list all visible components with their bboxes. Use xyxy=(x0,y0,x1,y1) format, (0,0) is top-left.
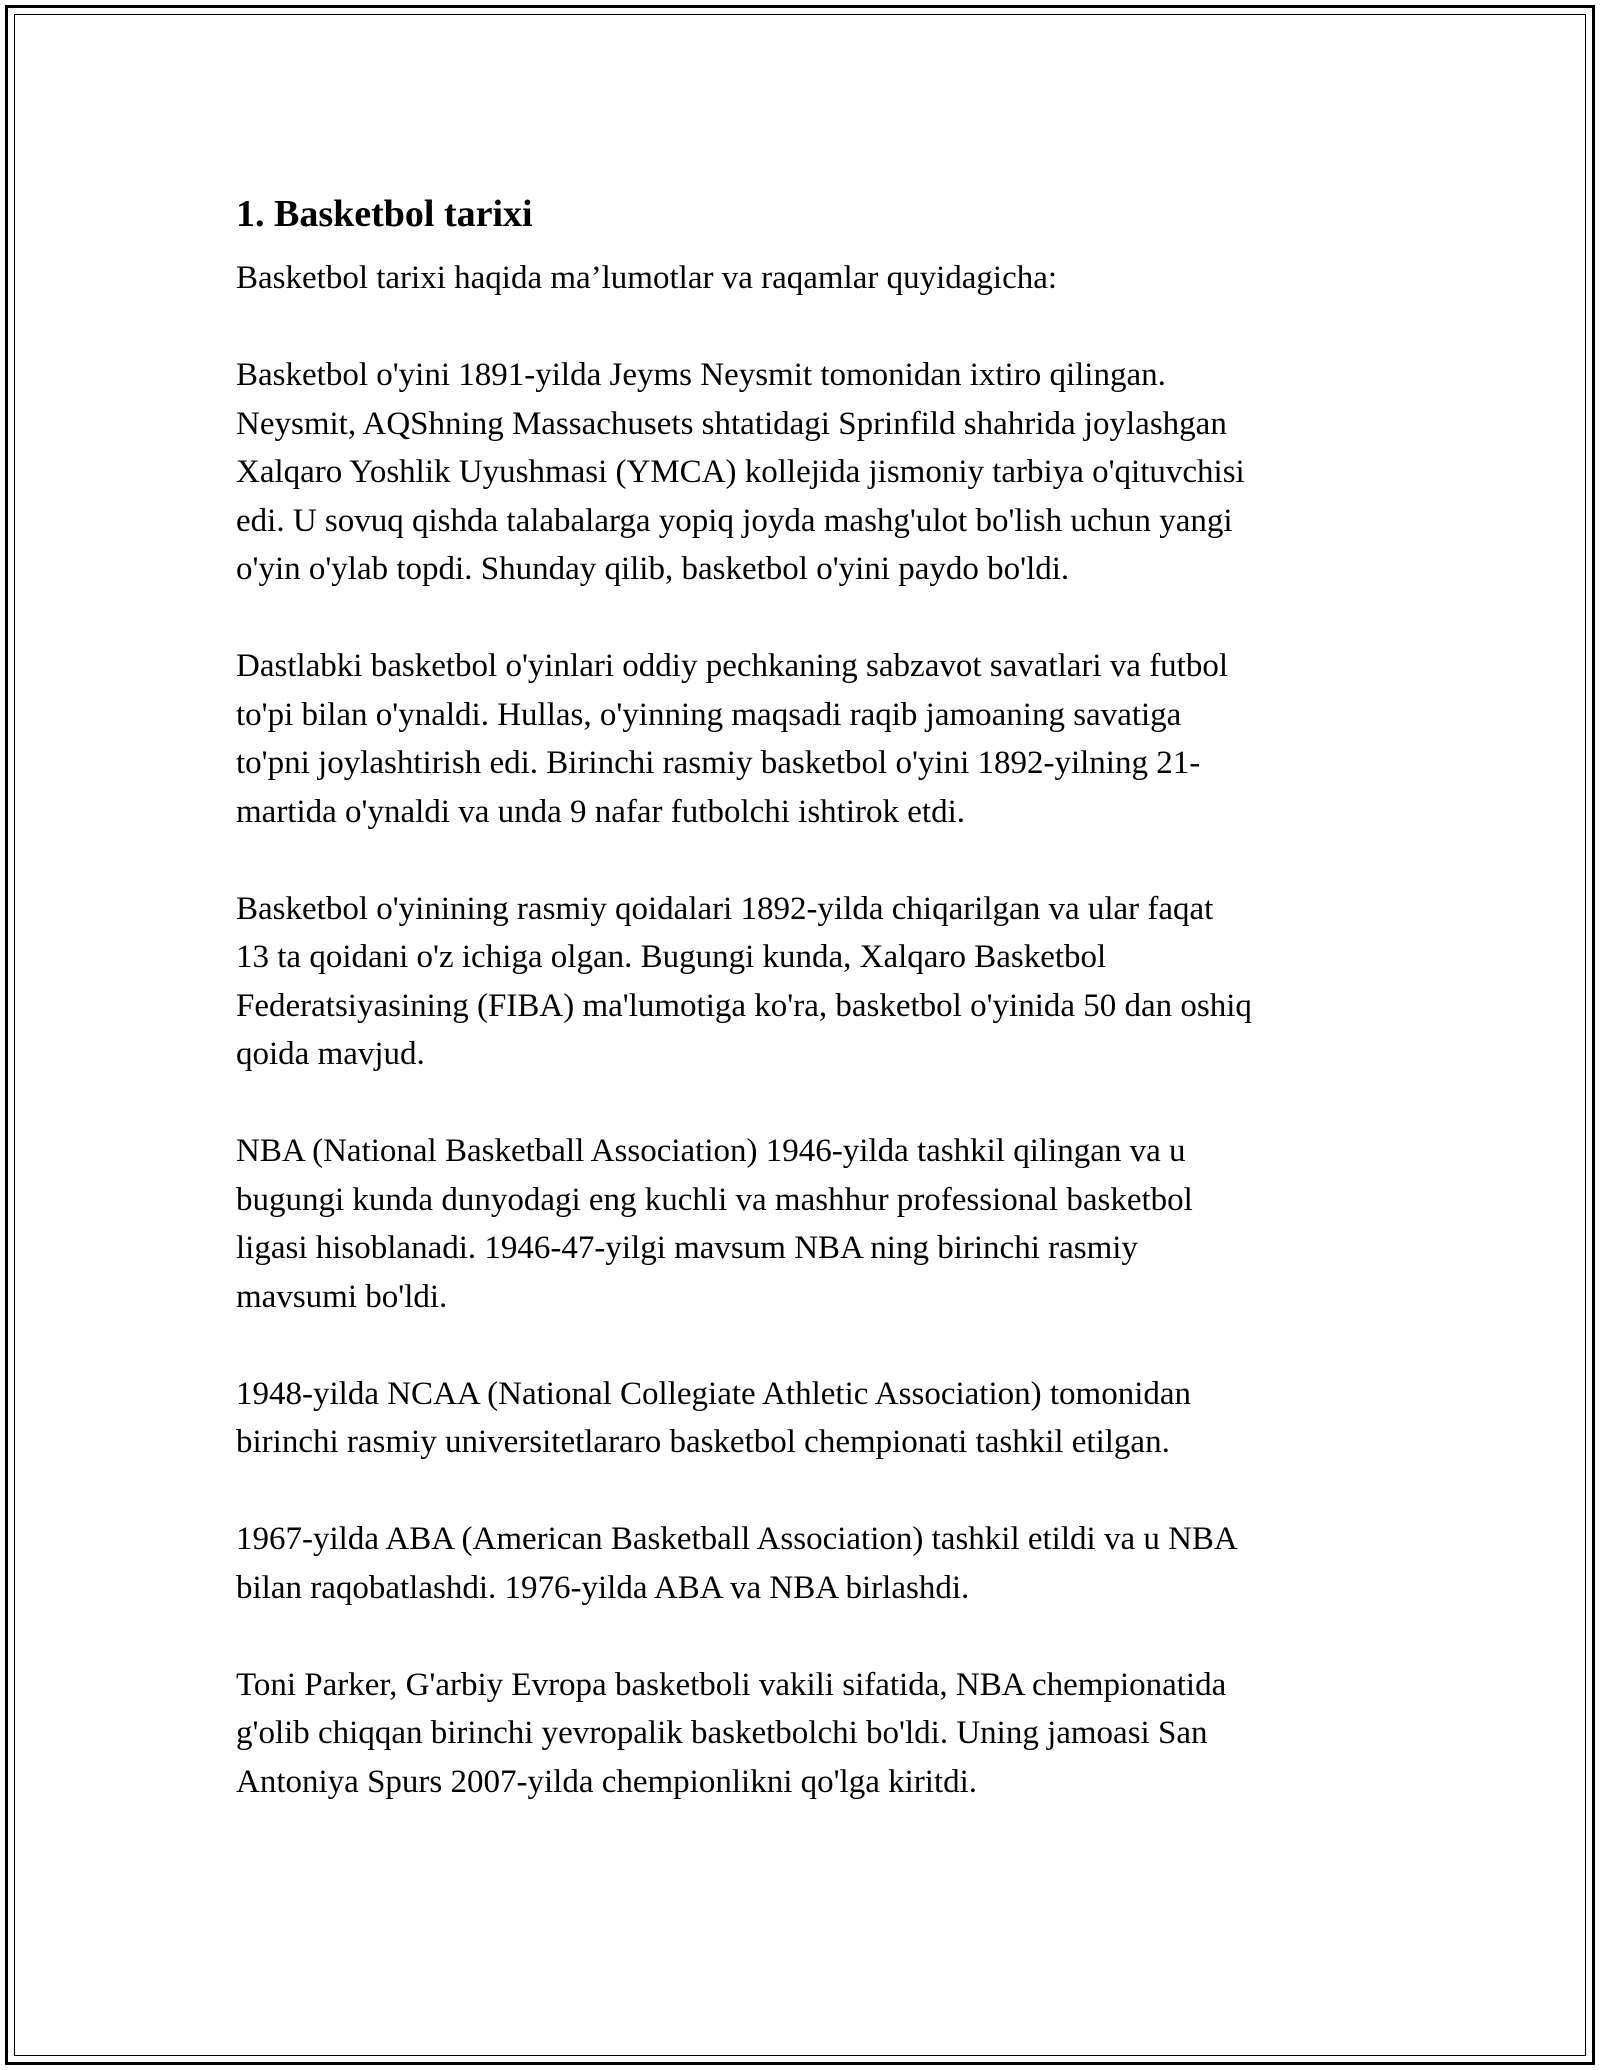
paragraph-nba: NBA (National Basketball Association) 1946-yilda tashkil qilingan va u bugungi kunda dunyodagi eng kuchli va mashhur professional basketbol ligasi hisoblanadi. 1946-47-yilgi mavsum NBA ning birinchi rasmiy mavsumi bo'ldi. xyxy=(236,1133,1193,1315)
paragraph-ncaa: 1948-yilda NCAA (National Collegiate Athletic Association) tomonidan birinchi rasmiy universitetlararo basketbol chempionati tashkil etilgan. xyxy=(236,1375,1192,1460)
paragraph-invention: Basketbol o'yini 1891-yilda Jeyms Neysmit tomonidan ixtiro qilingan. Neysmit, AQShning Massachusets shtatidagi Sprinfild shahrida joylashgan Xalqaro Yoshlik Uyushmasi (YMCA) kollejida jismoniy tarbiya o'qituvchisi edi. U sovuq qishda talabalarga yopiq joyda mashg'ulot bo'lish uchun yangi o'yin o'ylab topdi. Shunday qilib, basketbol o'yini paydo bo'ldi. xyxy=(236,357,1245,587)
paragraph-aba: 1967-yilda ABA (American Basketball Association) tashkil etildi va u NBA bilan raqobatlashdi. 1976-yilda ABA va NBA birlashdi. xyxy=(236,1521,1238,1606)
section-heading: 1. Basketbol tarixi xyxy=(236,193,533,235)
paragraph-tony-parker: Toni Parker, G'arbiy Evropa basketboli vakili sifatida, NBA chempionatida g'olib chiqqan birinchi yevropalik basketbolchi bo'ldi. Uning jamoasi San Antoniya Spurs 2007-yilda chempionlikni qo'lga kiritdi. xyxy=(236,1666,1227,1800)
intro-paragraph: Basketbol tarixi haqida ma’lumotlar va raqamlar quyidagicha: xyxy=(236,260,1058,296)
document-body xyxy=(236,186,1376,1855)
paragraph-rules: Basketbol o'yinining rasmiy qoidalari 1892-yilda chiqarilgan va ular faqat 13 ta qoidani o'z ichiga olgan. Bugungi kunda, Xalqaro Basketbol Federatsiyasining (FIBA) ma'lumotiga ko'ra, basketbol o'yinida 50 dan oshiq qoida mavjud. xyxy=(236,890,1252,1072)
paragraph-first-games: Dastlabki basketbol o'yinlari oddiy pechkaning sabzavot savatlari va futbol to'pi bilan o'ynaldi. Hullas, o'yinning maqsadi raqib jamoaning savatiga to'pni joylashtirish edi. Birinchi rasmiy basketbol o'yini 1892-yilning 21- martida o'ynaldi va unda 9 nafar futbolchi ishtirok etdi. xyxy=(236,648,1229,830)
